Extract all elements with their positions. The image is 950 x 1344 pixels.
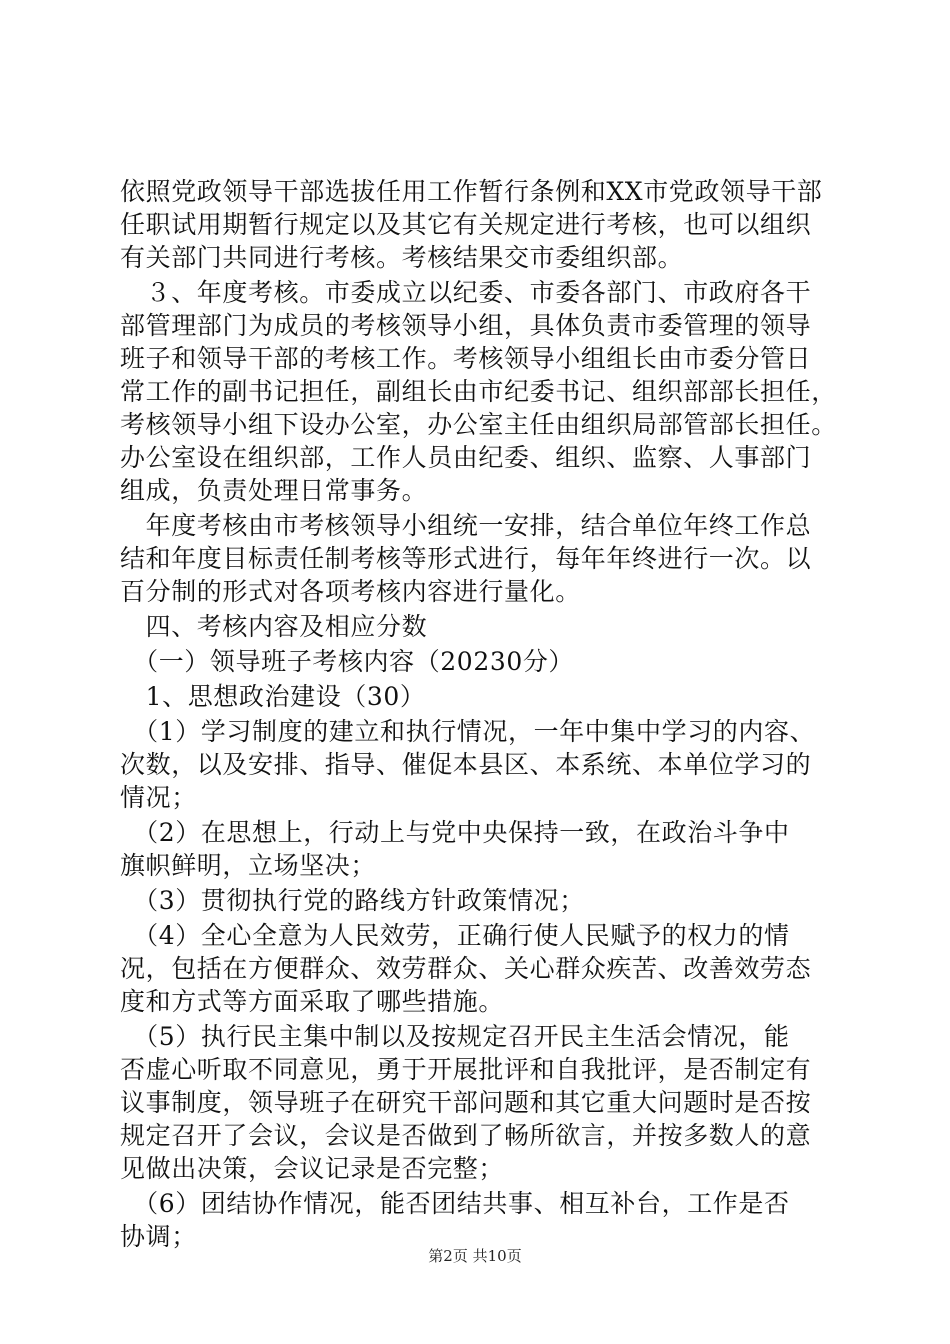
text-line: 部管理部门为成员的考核领导小组，具体负责市委管理的领导 <box>120 311 812 340</box>
text-line: （6）团结协作情况，能否团结共事、相互补台，工作是否 <box>120 1189 790 1218</box>
text-line: 次数，以及安排、指导、催促本县区、本系统、本单位学习的 <box>120 750 812 779</box>
text-line: 情况； <box>120 783 197 812</box>
text-line: 见做出决策，会议记录是否完整； <box>120 1154 505 1183</box>
text-line: （3）贯彻执行党的路线方针政策情况； <box>120 886 585 915</box>
text-line: 百分制的形式对各项考核内容进行量化。 <box>120 577 581 606</box>
text-line: 年度考核由市考核领导小组统一安排，结合单位年终工作总 <box>120 511 812 540</box>
text-line: 常工作的副书记担任，副组长由市纪委书记、组织部部长担任， <box>120 377 837 406</box>
text-line: 否虚心听取不同意见，勇于开展批评和自我批评，是否制定有 <box>120 1055 812 1084</box>
section-heading: 四、考核内容及相应分数 <box>120 612 428 641</box>
item-heading: 1、思想政治建设（30） <box>120 682 426 711</box>
text-line: 规定召开了会议，会议是否做到了畅所欲言，并按多数人的意 <box>120 1121 812 1150</box>
page-number: 第2页 共10页 <box>428 1247 522 1265</box>
subsection-heading: （一）领导班子考核内容（20230分） <box>120 647 575 676</box>
text-line: 考核领导小组下设办公室，办公室主任由组织局部管部长担任。 <box>120 410 837 439</box>
text-line: （5）执行民主集中制以及按规定召开民主生活会情况，能 <box>120 1022 790 1051</box>
text-line: 班子和领导干部的考核工作。考核领导小组组长由市委分管日 <box>120 344 812 373</box>
text-line: 组成，负责处理日常事务。 <box>120 476 428 505</box>
text-line: （2）在思想上，行动上与党中央保持一致，在政治斗争中 <box>120 818 790 847</box>
text-line: 依照党政领导干部选拔任用工作暂行条例和XX市党政领导干部 <box>120 177 823 206</box>
text-line: 旗帜鲜明，立场坚决； <box>120 851 377 880</box>
text-line: 结和年度目标责任制考核等形式进行，每年年终进行一次。以 <box>120 544 812 573</box>
text-line: 有关部门共同进行考核。考核结果交市委组织部。 <box>120 243 684 272</box>
text-line: 任职试用期暂行规定以及其它有关规定进行考核，也可以组织 <box>120 210 812 239</box>
text-line: 况，包括在方便群众、效劳群众、关心群众疾苦、改善效劳态 <box>120 954 812 983</box>
text-line: 办公室设在组织部，工作人员由纪委、组织、监察、人事部门 <box>120 443 812 472</box>
text-line: （4）全心全意为人民效劳，正确行使人民赋予的权力的情 <box>120 921 790 950</box>
text-line: 议事制度，领导班子在研究干部问题和其它重大问题时是否按 <box>120 1088 812 1117</box>
text-line: 度和方式等方面采取了哪些措施。 <box>120 987 505 1016</box>
text-line: 协调； <box>120 1222 197 1251</box>
text-line: ３、年度考核。市委成立以纪委、市委各部门、市政府各干 <box>120 278 812 307</box>
text-line: （1）学习制度的建立和执行情况，一年中集中学习的内容、 <box>120 717 816 746</box>
